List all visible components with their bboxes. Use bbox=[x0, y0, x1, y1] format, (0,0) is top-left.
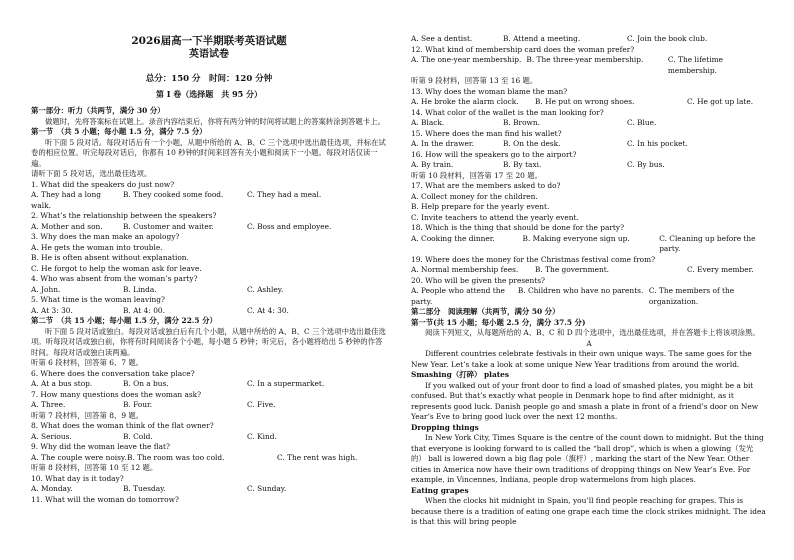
passage-paragraph-3: When the clocks hit midnight in Spain, you’ll find people reaching for grapes. This is because there is a tradition of eating one grape each time the clock strikes midnight. The idea is that this will bring people bbox=[411, 496, 766, 526]
question-15: 15. Where does the man find his wallet? bbox=[411, 128, 562, 138]
option-a: A. People who attend the party. bbox=[411, 286, 505, 306]
passage-heading-3: Eating grapes bbox=[411, 485, 469, 495]
option-b: B. Cold. bbox=[123, 431, 153, 441]
question-16: 16. How will the speakers go to the airport? bbox=[411, 149, 577, 159]
option-a: A. At a bus stop. bbox=[31, 379, 93, 388]
option-b: B. They cooked some food. bbox=[123, 190, 224, 199]
question-20-options bbox=[411, 286, 767, 307]
question-12: 12. What kind of membership card does the woman prefer? bbox=[411, 44, 635, 54]
option-b: B. Brown. bbox=[503, 118, 540, 127]
question-14-options bbox=[411, 118, 767, 129]
question-19-options bbox=[411, 265, 767, 276]
question-19: 19. Where does the money for the Christmas festival come from? bbox=[411, 254, 656, 264]
option-a: A. They had a long walk. bbox=[31, 190, 101, 210]
reading-sec1-note: 阅读下列短文，从每题所给的 A、B、C 和 D 四个选项中，选出最佳选项，并在答题卡上将该项涂黑。 bbox=[425, 328, 760, 337]
option-a: A. Black. bbox=[411, 118, 445, 127]
question-18-options bbox=[411, 234, 767, 255]
option-a: A. He gets the woman into trouble. bbox=[31, 242, 163, 252]
option-c: C. The members of the organization. bbox=[648, 286, 735, 306]
question-13-options bbox=[411, 97, 767, 108]
option-b: B. Making everyone sign up. bbox=[522, 233, 630, 243]
option-b: B. Children who have no parents. bbox=[517, 286, 644, 295]
question-2: 2. What’s the relationship between the speakers? bbox=[31, 211, 217, 220]
option-a: A. In the drawer. bbox=[411, 139, 474, 148]
option-a: A. The couple were noisy. bbox=[31, 452, 127, 462]
part1-heading: 第一部分：听力（共两节，满分 30 分） bbox=[31, 106, 165, 115]
question-1: 1. What did the speakers do just now? bbox=[31, 179, 175, 189]
question-7: 7. How many questions does the woman ask? bbox=[31, 389, 202, 399]
question-8: 8. What does the woman think of the flat owner? bbox=[31, 421, 214, 430]
option-a: A. The one-year membership. bbox=[411, 55, 522, 64]
option-c: C. In a supermarket. bbox=[247, 379, 325, 388]
exam-subtitle: 英语试卷 bbox=[189, 49, 229, 60]
title-block bbox=[31, 34, 387, 100]
option-b: B. He put on wrong shoes. bbox=[535, 97, 635, 106]
sec2-note: 听下面 5 段对话或独白。每段对话或独白后有几个小题，从题中所给的 A、B、C 三个选项中选出最佳选项。听每段对话或独白前，你将有时间阅读各个小题，每小题 5 秒钟；听完后，各小题将给出 5 秒钟的作答时间。每段对话或独白读两遍。 bbox=[31, 326, 386, 357]
question-6-options bbox=[31, 379, 387, 390]
option-a: A. Monday. bbox=[31, 484, 73, 493]
passage-label: A bbox=[586, 338, 592, 348]
option-a: A. Normal membership fees. bbox=[411, 265, 519, 274]
option-c: C. He forgot to help the woman ask for leave. bbox=[31, 263, 202, 273]
option-c: C. At 4: 30. bbox=[247, 305, 289, 315]
listen-6: 听第 6 段材料，回答第 6、7 题。 bbox=[31, 358, 144, 367]
question-11: 11. What will the woman do tomorrow? bbox=[31, 494, 179, 504]
option-c: C. He got up late. bbox=[687, 97, 754, 106]
question-2-options bbox=[31, 222, 387, 233]
question-20: 20. Who will be given the presents? bbox=[411, 275, 545, 285]
option-b: B. Customer and waiter. bbox=[123, 221, 214, 231]
option-b: B. Help prepare for the yearly event. bbox=[411, 202, 550, 211]
part1-note: 做题时，先将答案标在试题上。录音内容结束后，你将有两分钟的时间将试题上的答案转涂到答题卡上。 bbox=[45, 116, 385, 126]
option-b: B. At 4: 00. bbox=[123, 305, 165, 315]
question-13: 13. Why does the woman blame the man? bbox=[411, 86, 568, 96]
reading-sec1-heading: 第一节(共 15 小题；每小题 2.5 分，满分 37.5 分) bbox=[411, 317, 586, 327]
volume-heading: 第 I 卷（选择题 共 95 分） bbox=[155, 89, 262, 99]
option-c: C. Invite teachers to attend the yearly event. bbox=[411, 212, 579, 222]
question-4: 4. Who was absent from the woman’s party? bbox=[31, 274, 198, 283]
option-b: B. Attend a meeting. bbox=[503, 34, 581, 43]
question-8-options bbox=[31, 432, 387, 443]
question-9: 9. Why did the woman leave the flat? bbox=[31, 442, 170, 451]
question-5: 5. What time is the woman leaving? bbox=[31, 295, 165, 304]
option-a: A. At 3: 30. bbox=[31, 305, 73, 315]
option-c: C. Kind. bbox=[247, 431, 277, 441]
option-a: A. John. bbox=[31, 284, 61, 294]
question-1-options bbox=[31, 190, 387, 211]
question-11-options bbox=[411, 34, 767, 45]
option-a: A. Collect money for the children. bbox=[411, 191, 538, 201]
sec2-heading: 第二节 （共 15 小题；每小题 1.5 分，满分 22.5 分） bbox=[31, 316, 217, 325]
question-10-options bbox=[31, 484, 387, 495]
exam-title: 2026届高一下半期联考英语试题 bbox=[131, 35, 287, 47]
question-7-options bbox=[31, 400, 387, 411]
option-b: B. The government. bbox=[535, 265, 610, 274]
listen-8: 听第 8 段材料，回答第 10 至 12 题。 bbox=[31, 463, 158, 472]
sec1-listen: 请听下面 5 段对话，选出最佳选项。 bbox=[31, 169, 152, 178]
option-a: A. Three. bbox=[31, 400, 66, 409]
option-a: A. He broke the alarm clock. bbox=[411, 97, 519, 106]
option-a: A. Serious. bbox=[31, 431, 72, 441]
question-4-options bbox=[31, 285, 387, 296]
question-12-options bbox=[411, 55, 767, 76]
question-16-options bbox=[411, 160, 767, 171]
option-c: C. Boss and employee. bbox=[247, 221, 332, 231]
right-column bbox=[411, 34, 767, 528]
question-14: 14. What color of the wallet is the man looking for? bbox=[411, 107, 604, 117]
passage-heading-1: Smashing（打碎） plates bbox=[411, 370, 510, 379]
passage-heading-2: Dropping things bbox=[411, 422, 479, 432]
option-b: B. Tuesday. bbox=[123, 484, 166, 493]
passage-paragraph-2: In New York City, Times Square is the centre of the count down to midnight. But the thing that everyone is looking forward to is called the “ball drop”, which is when a glowing（发光的） ball is lowered down a big flag pole（旗杆）, marking the start of the New Year. Other cities in America now have their own traditions of dropping things on New Year’s Eve. For example, in Vincennes, Indiana, people drop watermelons from high places. bbox=[411, 433, 764, 484]
option-c: C. They had a meal. bbox=[247, 190, 322, 199]
option-b: B. By taxi. bbox=[503, 160, 542, 169]
option-a: A. See a dentist. bbox=[411, 34, 473, 43]
option-c: C. Every member. bbox=[687, 265, 754, 274]
part2-heading: 第二部分 阅读理解（共两节，满分 50 分） bbox=[411, 307, 560, 316]
passage-paragraph-1: If you walked out of your front door to find a load of smashed plates, you might be a bit confused. But that’s exactly what people in Denmark hope to find after midnight, as it represents good luck. Danish people go and smash a plate in front of a friend’s door on New Year’s Eve to bring good luck over the next 12 months. bbox=[411, 380, 759, 421]
option-c: C. The lifetime membership. bbox=[667, 55, 723, 75]
option-b: B. Linda. bbox=[123, 284, 157, 294]
option-c: C. The rent was high. bbox=[277, 452, 358, 462]
option-c: C. By bus. bbox=[627, 160, 665, 169]
question-5-options bbox=[31, 306, 387, 317]
question-6: 6. Where does the conversation take place? bbox=[31, 368, 195, 378]
question-3: 3. Why does the man make an apology? bbox=[31, 232, 180, 241]
option-b: B. Four. bbox=[123, 400, 153, 409]
option-c: C. Cleaning up before the party. bbox=[659, 233, 756, 253]
option-b: B. The three-year membership. bbox=[526, 55, 644, 64]
question-10: 10. What day is it today? bbox=[31, 473, 124, 483]
option-b: B. He is often absent without explanation. bbox=[31, 253, 189, 262]
option-c: C. Blue. bbox=[627, 118, 657, 127]
option-c: C. Five. bbox=[247, 400, 276, 409]
option-c: C. Join the book club. bbox=[627, 34, 708, 43]
option-c: C. In his pocket. bbox=[627, 139, 688, 148]
listen-7: 听第 7 段材料，回答第 8、9 题。 bbox=[31, 410, 144, 420]
question-15-options bbox=[411, 139, 767, 150]
option-a: A. Mother and son. bbox=[31, 221, 103, 231]
left-column bbox=[31, 34, 387, 505]
option-a: A. Cooking the dinner. bbox=[411, 233, 495, 243]
score-time: 总分：150 分 时间：120 分钟 bbox=[145, 74, 273, 84]
option-c: C. Ashley. bbox=[247, 284, 284, 294]
option-b: B. The room was too cold. bbox=[127, 452, 225, 462]
option-c: C. Sunday. bbox=[247, 484, 287, 493]
option-b: B. On the desk. bbox=[503, 139, 561, 148]
listen-9: 听第 9 段材料，回答第 13 至 16 题。 bbox=[411, 76, 538, 85]
question-9-options bbox=[31, 453, 387, 464]
passage-intro: Different countries celebrate festivals in their own unique ways. The same goes for the New Year. Let’s take a look at some unique New Year traditions from around the world. bbox=[411, 349, 752, 369]
option-b: B. On a bus. bbox=[123, 379, 169, 388]
sec1-note: 听下面 5 段对话。每段对话后有一个小题，从题中所给的 A、B、C 三个选项中选出最佳选项，并标在试卷的相应位置。听完每段对话后，你都有 10 秒钟的时间来回答有关小题和阅读下一小题。每段对话仅读一遍。 bbox=[31, 137, 386, 168]
question-17: 17. What are the members asked to do? bbox=[411, 181, 561, 190]
option-a: A. By train. bbox=[411, 160, 454, 169]
listen-10: 听第 10 段材料，回答第 17 至 20 题。 bbox=[411, 170, 542, 180]
question-18: 18. Which is the thing that should be done for the party? bbox=[411, 223, 625, 232]
sec1-heading: 第一节 （共 5 小题；每小题 1.5 分，满分 7.5 分） bbox=[31, 127, 207, 136]
